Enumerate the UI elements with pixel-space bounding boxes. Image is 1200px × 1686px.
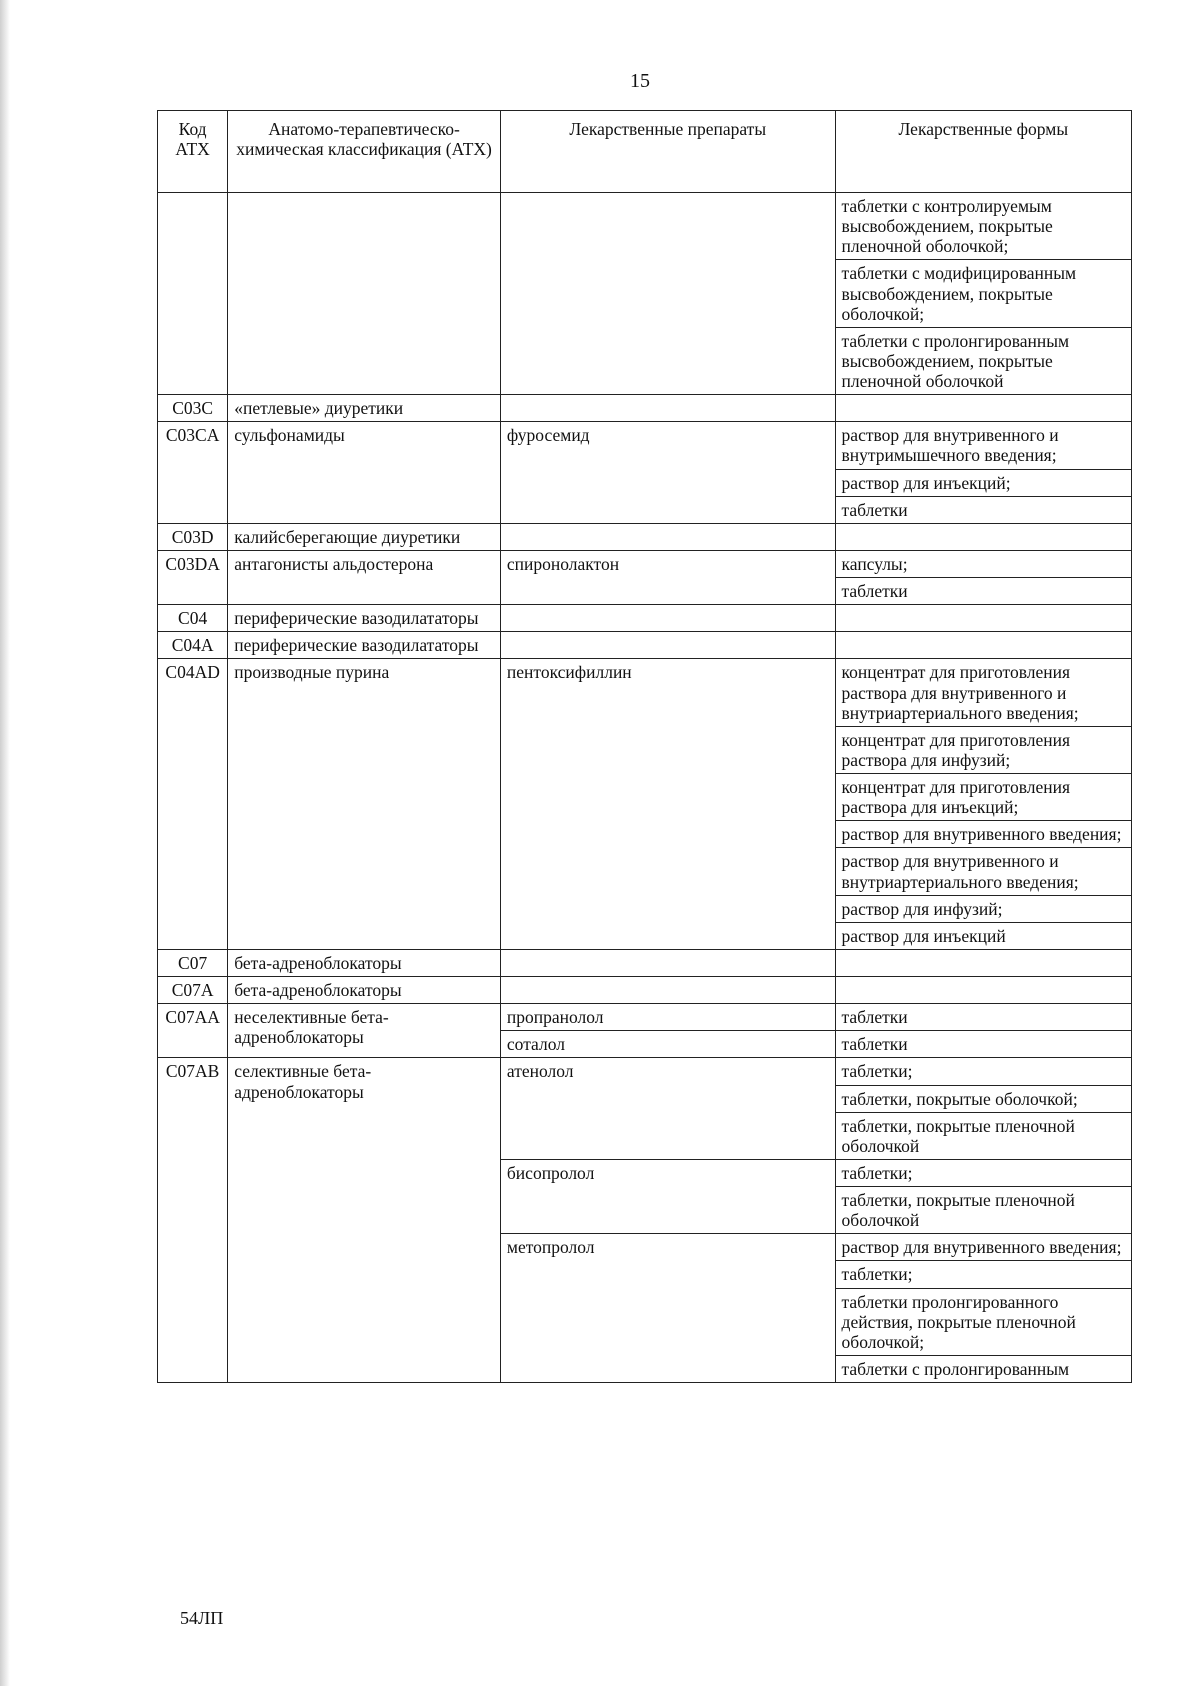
atc-classification-cell: бета-адреноблокаторы bbox=[228, 977, 501, 1004]
dosage-form-cell: концентрат для приготовления раствора для инфузий; bbox=[835, 726, 1131, 773]
dosage-form-cell: раствор для внутривенного и внутриартериального введения; bbox=[835, 848, 1131, 895]
table-header-row bbox=[158, 111, 1132, 193]
page-number: 15 bbox=[630, 70, 650, 92]
atc-code-cell: C03CA bbox=[158, 422, 228, 524]
table-row bbox=[158, 659, 1132, 726]
drug-name-cell: спиронолактон bbox=[500, 550, 835, 604]
drug-name-cell: метопролол bbox=[500, 1234, 835, 1383]
dosage-form-cell bbox=[835, 523, 1131, 550]
dosage-form-cell: таблетки с контролируемым высвобождением, покрытые пленочной оболочкой; bbox=[835, 193, 1131, 260]
table-row bbox=[158, 977, 1132, 1004]
drug-name-cell: соталол bbox=[500, 1031, 835, 1058]
dosage-form-cell: таблетки; bbox=[835, 1058, 1131, 1085]
atc-classification-cell: бета-адреноблокаторы bbox=[228, 949, 501, 976]
dosage-form-cell bbox=[835, 949, 1131, 976]
drug-name-cell: бисопролол bbox=[500, 1159, 835, 1233]
dosage-form-cell: таблетки bbox=[835, 496, 1131, 523]
table-row bbox=[158, 949, 1132, 976]
atc-code-cell: C07 bbox=[158, 949, 228, 976]
atc-code-cell: C04A bbox=[158, 632, 228, 659]
atc-classification-cell: антагонисты альдостерона bbox=[228, 550, 501, 604]
dosage-form-cell: концентрат для приготовления раствора для инъекций; bbox=[835, 774, 1131, 821]
drug-name-cell bbox=[500, 632, 835, 659]
dosage-form-cell: таблетки; bbox=[835, 1261, 1131, 1288]
dosage-form-cell: концентрат для приготовления раствора для внутривенного и внутриартериального введения; bbox=[835, 659, 1131, 726]
drug-name-cell bbox=[500, 523, 835, 550]
atc-classification-cell: периферические вазодилататоры bbox=[228, 605, 501, 632]
dosage-form-cell: таблетки; bbox=[835, 1159, 1131, 1186]
drug-name-cell bbox=[500, 605, 835, 632]
drug-name-cell bbox=[500, 193, 835, 395]
dosage-form-cell bbox=[835, 977, 1131, 1004]
dosage-form-cell: таблетки пролонгированного действия, покрытые пленочной оболочкой; bbox=[835, 1288, 1131, 1355]
dosage-form-cell: раствор для внутривенного и внутримышечного введения; bbox=[835, 422, 1131, 469]
atc-table bbox=[157, 110, 1132, 1383]
header-forms: Лекарственные формы bbox=[835, 111, 1131, 193]
dosage-form-cell: раствор для инфузий; bbox=[835, 895, 1131, 922]
scan-edge bbox=[0, 0, 10, 1686]
dosage-form-cell: таблетки с пролонгированным bbox=[835, 1355, 1131, 1382]
table-row bbox=[158, 523, 1132, 550]
table-row bbox=[158, 550, 1132, 577]
table-row bbox=[158, 1058, 1132, 1085]
atc-code-cell: C07AA bbox=[158, 1004, 228, 1058]
atc-code-cell: C03D bbox=[158, 523, 228, 550]
table-row bbox=[158, 422, 1132, 469]
atc-code-cell bbox=[158, 193, 228, 395]
table-row bbox=[158, 632, 1132, 659]
drug-name-cell bbox=[500, 977, 835, 1004]
atc-classification-cell: «петлевые» диуретики bbox=[228, 395, 501, 422]
dosage-form-cell bbox=[835, 395, 1131, 422]
atc-classification-cell: селективные бета-адреноблокаторы bbox=[228, 1058, 501, 1383]
dosage-form-cell: таблетки с пролонгированным высвобождением, покрытые пленочной оболочкой bbox=[835, 327, 1131, 394]
atc-code-cell: C03DA bbox=[158, 550, 228, 604]
dosage-form-cell bbox=[835, 605, 1131, 632]
footer-code: 54ЛП bbox=[180, 1608, 224, 1628]
atc-code-cell: C04 bbox=[158, 605, 228, 632]
atc-code-cell: C07A bbox=[158, 977, 228, 1004]
dosage-form-cell: таблетки, покрытые пленочной оболочкой bbox=[835, 1187, 1131, 1234]
atc-classification-cell: калийсберегающие диуретики bbox=[228, 523, 501, 550]
drug-name-cell: фуросемид bbox=[500, 422, 835, 524]
drug-name-cell: атенолол bbox=[500, 1058, 835, 1160]
atc-code-cell: C03C bbox=[158, 395, 228, 422]
atc-code-cell: C07AB bbox=[158, 1058, 228, 1383]
dosage-form-cell: таблетки bbox=[835, 1031, 1131, 1058]
drug-name-cell: пентоксифиллин bbox=[500, 659, 835, 950]
dosage-form-cell: таблетки, покрытые оболочкой; bbox=[835, 1085, 1131, 1112]
table-row bbox=[158, 193, 1132, 260]
dosage-form-cell: раствор для инъекций; bbox=[835, 469, 1131, 496]
atc-classification-cell bbox=[228, 193, 501, 395]
dosage-form-cell: таблетки bbox=[835, 1004, 1131, 1031]
dosage-form-cell: таблетки с модифицированным высвобождением, покрытые оболочкой; bbox=[835, 260, 1131, 327]
dosage-form-cell: раствор для инъекций bbox=[835, 922, 1131, 949]
table-row bbox=[158, 395, 1132, 422]
atc-classification-cell: периферические вазодилататоры bbox=[228, 632, 501, 659]
dosage-form-cell: раствор для внутривенного введения; bbox=[835, 1234, 1131, 1261]
table-row bbox=[158, 1004, 1132, 1031]
atc-classification-cell: неселективные бета-адреноблокаторы bbox=[228, 1004, 501, 1058]
atc-code-cell: C04AD bbox=[158, 659, 228, 950]
drug-name-cell: пропранолол bbox=[500, 1004, 835, 1031]
atc-classification-cell: производные пурина bbox=[228, 659, 501, 950]
dosage-form-cell: таблетки bbox=[835, 578, 1131, 605]
drug-name-cell bbox=[500, 949, 835, 976]
dosage-form-cell: раствор для внутривенного введения; bbox=[835, 821, 1131, 848]
table-row bbox=[158, 605, 1132, 632]
header-code: Код АТХ bbox=[158, 111, 228, 193]
table-body bbox=[158, 193, 1132, 1383]
drug-name-cell bbox=[500, 395, 835, 422]
dosage-form-cell bbox=[835, 632, 1131, 659]
header-classification: Анатомо-терапевтическо-химическая классификация (АТХ) bbox=[228, 111, 501, 193]
header-drugs: Лекарственные препараты bbox=[500, 111, 835, 193]
atc-classification-cell: сульфонамиды bbox=[228, 422, 501, 524]
dosage-form-cell: таблетки, покрытые пленочной оболочкой bbox=[835, 1112, 1131, 1159]
dosage-form-cell: капсулы; bbox=[835, 550, 1131, 577]
